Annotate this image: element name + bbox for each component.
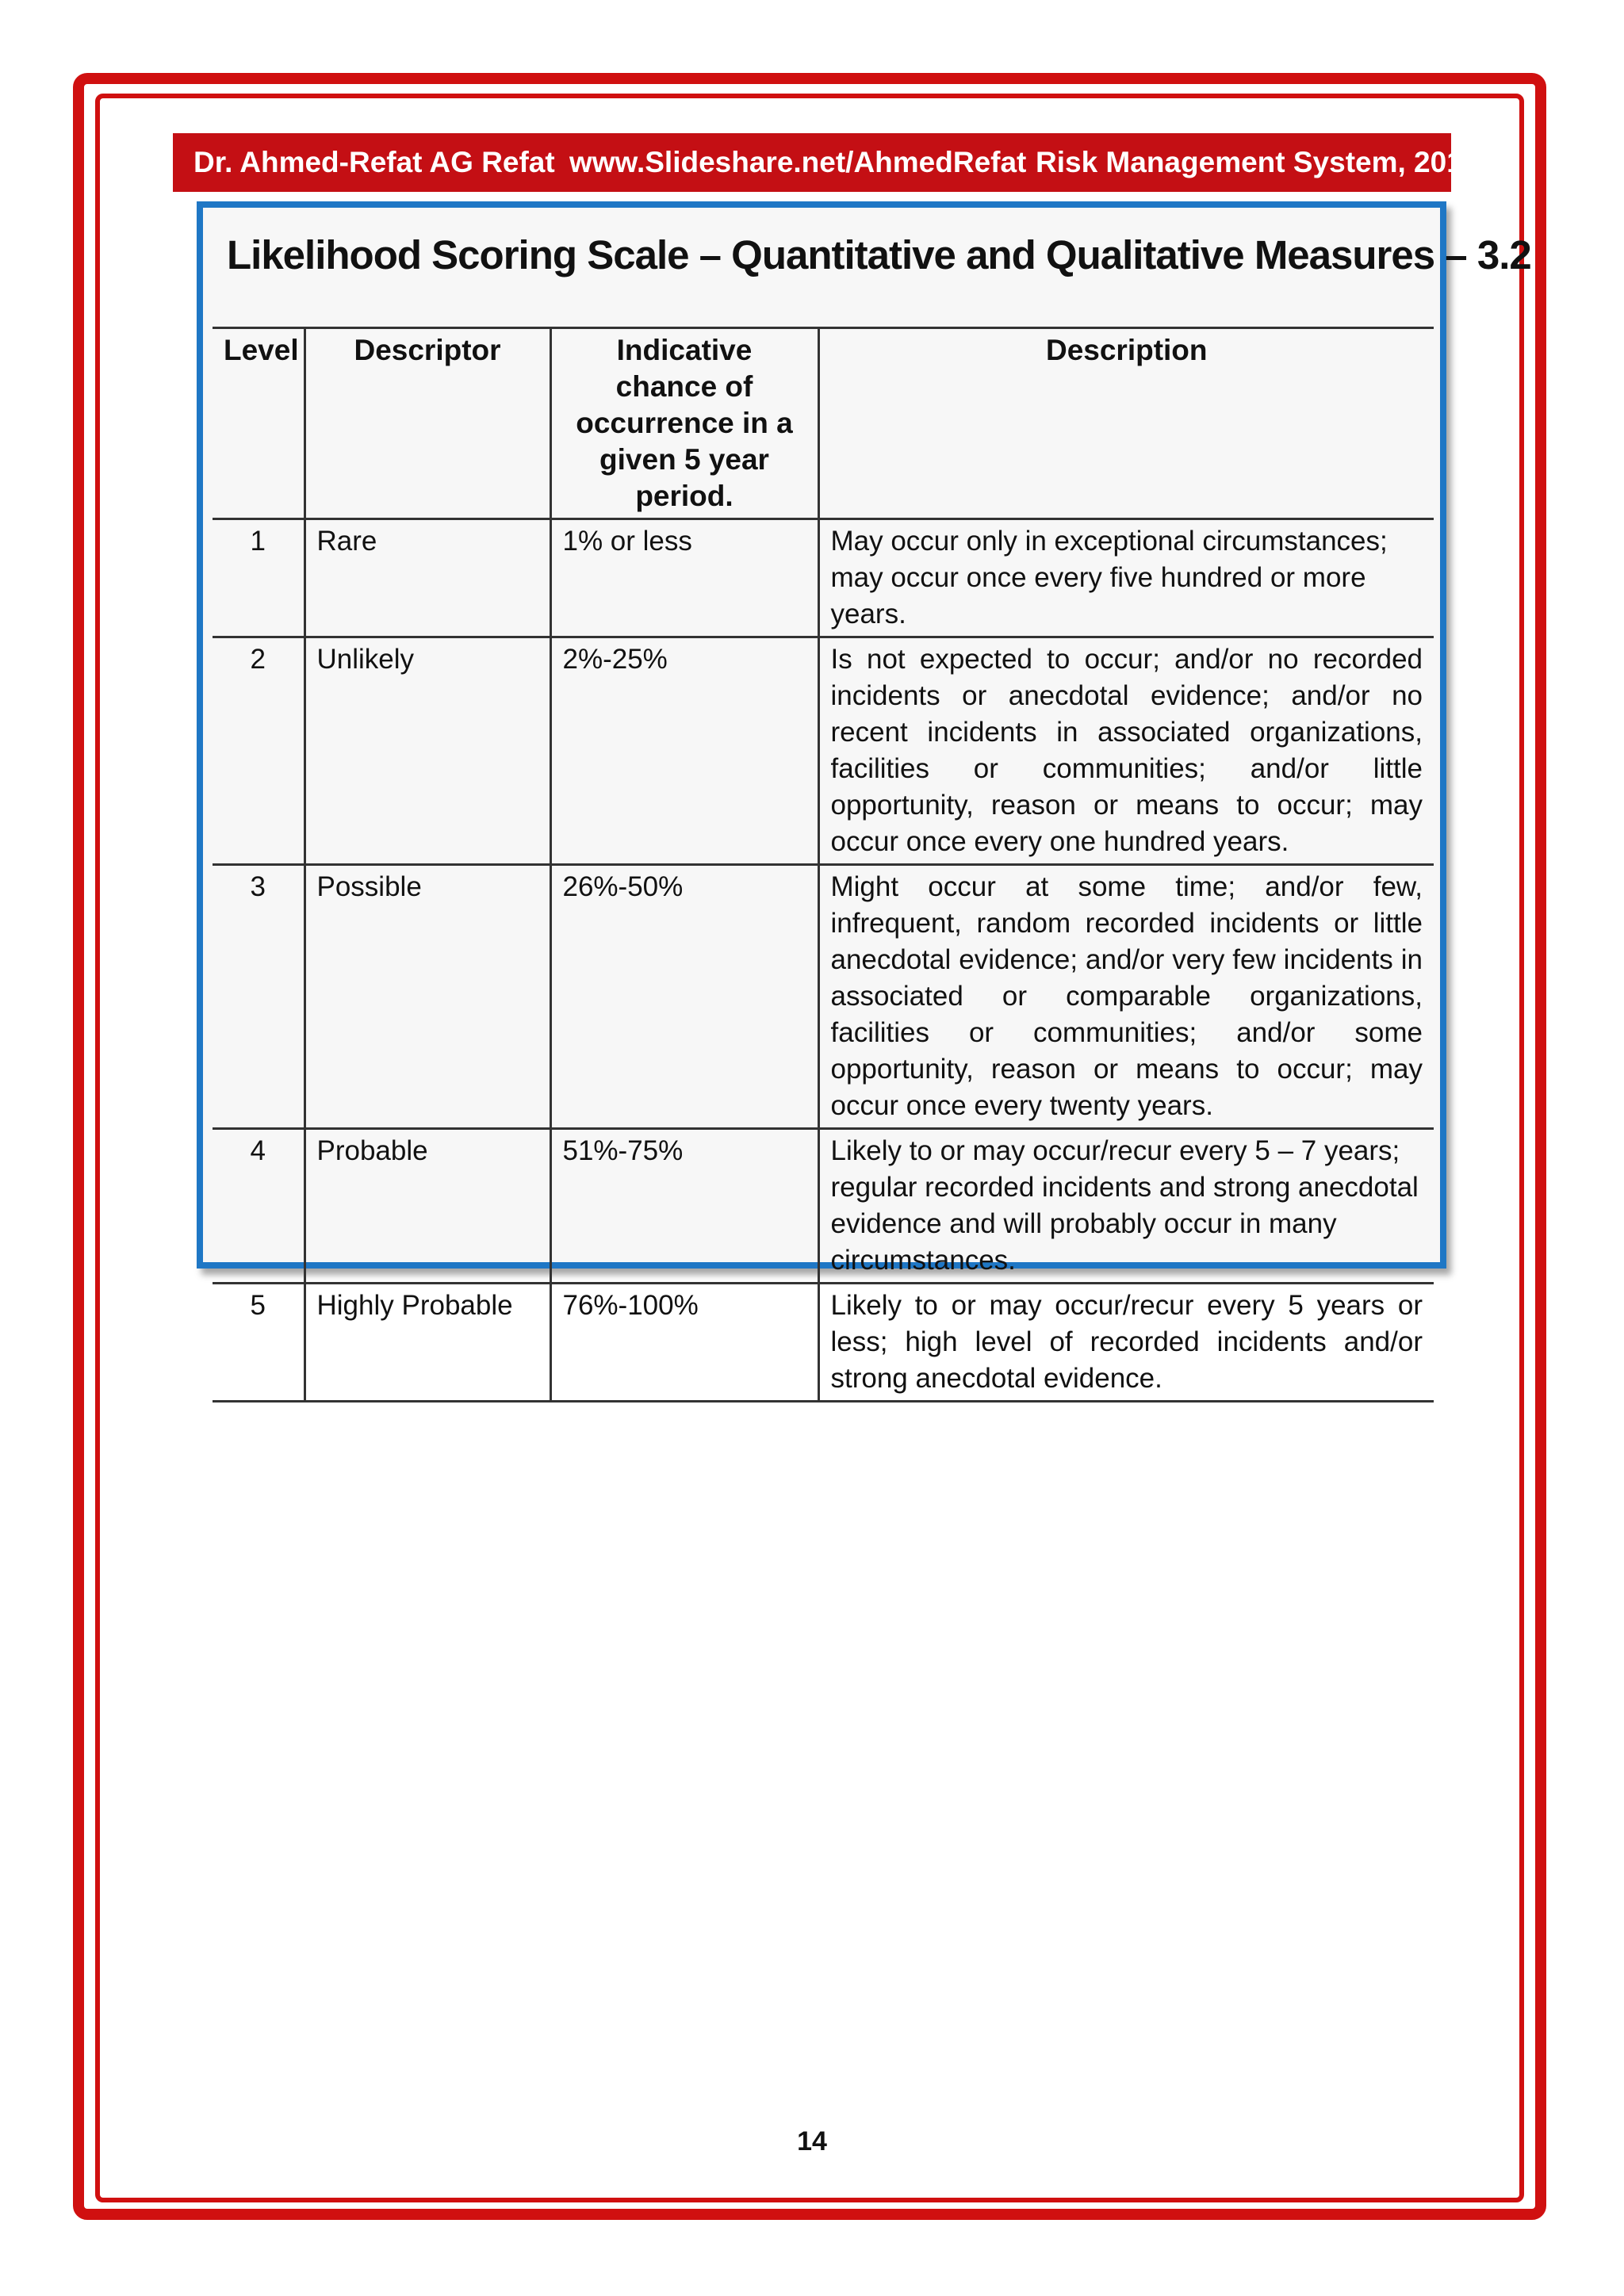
row-level: 3	[213, 865, 304, 1129]
row-description: Likely to or may occur/recur every 5 – 7 years; regular recorded incidents and strong anecdotal evidence and will probably occur in many circumstances.	[818, 1129, 1434, 1284]
row-descriptor: Unlikely	[304, 637, 550, 865]
row-chance: 1% or less	[550, 519, 818, 637]
row-level: 1	[213, 519, 304, 637]
header-document-title: Risk Management System, 2012	[1036, 146, 1480, 178]
table-row	[213, 1284, 1434, 1402]
row-description: Likely to or may occur/recur every 5 years or less; high level of recorded incidents and/or strong anecdotal evidence.	[818, 1284, 1434, 1402]
likelihood-table	[213, 327, 1434, 1402]
row-chance: 26%-50%	[550, 865, 818, 1129]
table-row	[213, 865, 1434, 1129]
likelihood-scale-figure	[197, 201, 1531, 1394]
page-header	[173, 133, 1480, 192]
page-number: 14	[797, 2126, 827, 2156]
row-chance: 51%-75%	[550, 1129, 818, 1284]
row-level: 2	[213, 637, 304, 865]
row-chance: 76%-100%	[550, 1284, 818, 1402]
row-level: 4	[213, 1129, 304, 1284]
row-descriptor: Rare	[304, 519, 550, 637]
row-descriptor: Probable	[304, 1129, 550, 1284]
table-row	[213, 637, 1434, 865]
column-header-descriptor: Descriptor	[304, 328, 550, 519]
column-header-chance: Indicative chance of occurrence in a given 5 year period.	[550, 328, 818, 519]
column-header-level: Level	[213, 328, 304, 519]
figure-title: Likelihood Scoring Scale – Quantitative and Qualitative Measures – 3.2	[227, 232, 1531, 277]
row-descriptor: Possible	[304, 865, 550, 1129]
table-row	[213, 1129, 1434, 1284]
column-header-description: Description	[818, 328, 1434, 519]
header-website: www.Slideshare.net/AhmedRefat	[569, 146, 1027, 178]
row-chance: 2%-25%	[550, 637, 818, 865]
header-author: Dr. Ahmed-Refat AG Refat	[193, 146, 555, 178]
table-row	[213, 519, 1434, 637]
row-description: Might occur at some time; and/or few, infrequent, random recorded incidents or little anecdotal evidence; and/or very few incidents in associated or comparable organizations, facilities or communities; and/or some opportunity, reason or means to occur; may occur once every twenty years.	[818, 865, 1434, 1129]
row-level: 5	[213, 1284, 304, 1402]
row-descriptor: Highly Probable	[304, 1284, 550, 1402]
row-description: Is not expected to occur; and/or no recorded incidents or anecdotal evidence; and/or no recent incidents in associated organizations, facilities or communities; and/or little opportunity, reason or means to occur; may occur once every one hundred years.	[818, 637, 1434, 865]
row-description: May occur only in exceptional circumstances; may occur once every five hundred or more years.	[818, 519, 1434, 637]
table-header-row	[213, 328, 1434, 519]
